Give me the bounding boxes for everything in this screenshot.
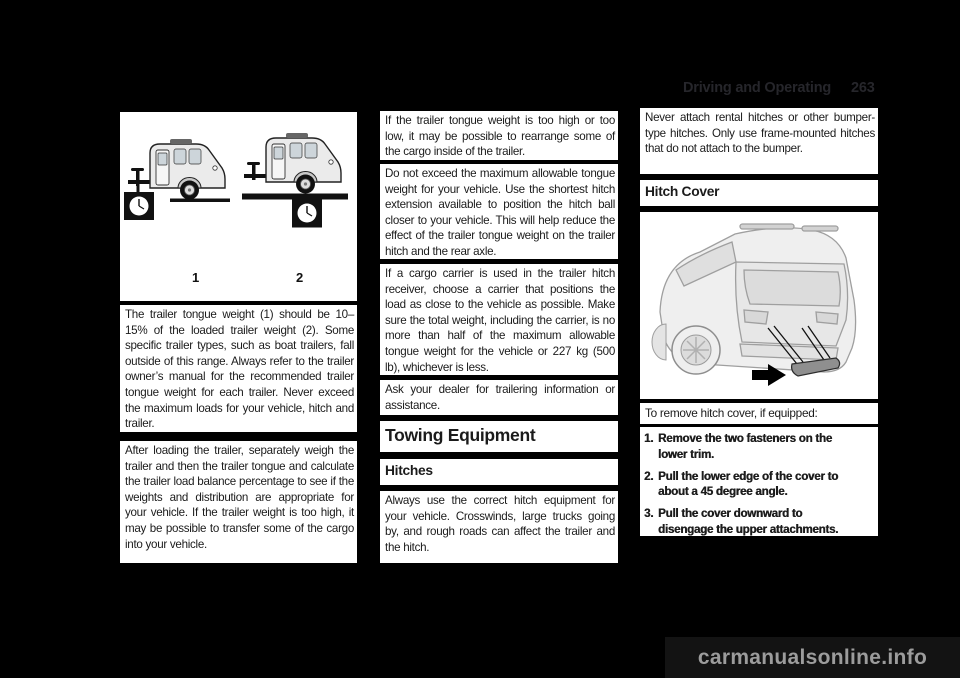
watermark-strip [665,637,960,678]
trailer-1 [124,139,230,220]
figure-trailer-tongue-weight [120,112,357,301]
weight-scale-icon [242,194,348,228]
paragraph-ask-dealer: Ask your dealer for trailering information or assistance. [380,380,618,415]
paragraph-max-tongue-weight: Do not exceed the maximum allowable tongue weight for your vehicle. Use the shortest hitch extension available to position the hitch ball closer to your vehicle. This will help reduce the effect of the trailer tongue weight on the trailer hitch and the rear axle. [380,164,618,259]
figure-label-1: 1 [192,270,200,285]
paragraph-cargo-carrier: If a cargo carrier is used in the trailer hitch receiver, choose a carrier that positions the load as close to the vehicle as possible. Make sure the total weight, including the carrier, is no more than half of the maximum allowable tongue weight for the vehicle or 227 kg (500 lb), whichever is less. [380,264,618,375]
step-text: Pull the cover downward to disengage the upper attachments. [658,507,839,536]
paragraph-correct-hitch: Always use the correct hitch equipment for your vehicle. Crosswinds, large trucks going by, and rough roads can affect the trailer and the hitch. [380,491,618,563]
hitch-cover-intro: To remove hitch cover, if equipped: [640,403,878,424]
trailer-2 [242,133,348,228]
hitch-cover-steps [640,427,878,536]
figure-label-2: 2 [296,270,304,285]
weight-scale-icon [124,184,154,220]
figure-hitch-cover [640,212,878,399]
paragraph-tongue-weight-range: The trailer tongue weight (1) should be 10–15% of the loaded trailer weight (2). Some specific trailer types, such as boat trailers, fall outside of this range. Always refer to the trailer owner’s manual for the recommended trailer tongue weight for each trailer. Never exceed the maximum loads for your vehicle, hitch and trailer. [120,305,357,432]
paragraph-never-rental-hitches: Never attach rental hitches or other bumper-type hitches. Only use frame-mounted hitches that do not attach to the bumper. [640,108,878,174]
heading-hitches: Hitches [380,459,618,485]
step-text: Remove the two fasteners on the lower trim. [658,432,832,461]
suv-illustration [640,212,878,399]
step-number: 3. [644,507,654,521]
paragraph-rearrange-cargo: If the trailer tongue weight is too high or too low, it may be possible to rearrange some of the cargo inside of the trailer. [380,111,618,160]
step-item-1 [644,431,858,463]
paragraph-weigh-trailer: After loading the trailer, separately weigh the trailer and then the trailer tongue and calculate the trailer load balance percentage to see if the weights and distribution are appropriate for your vehicle. If the trailer weight is too high, it may be possible to transfer some of the cargo into your vehicle. [120,441,357,563]
heading-towing-equipment: Towing Equipment [380,421,618,452]
page-header-number: 263 [851,80,875,96]
page-header-title: Driving and Operating [683,80,832,96]
step-number: 1. [644,432,654,445]
watermark-text: carmanualsonline.info [697,645,928,669]
heading-hitch-cover: Hitch Cover [640,180,878,206]
step-text: Pull the lower edge of the cover to about a 45 degree angle. [658,469,838,499]
step-item-3 [644,506,858,536]
trailer-illustration [120,112,357,272]
step-number: 2. [644,469,654,483]
step-item-2 [644,469,858,501]
